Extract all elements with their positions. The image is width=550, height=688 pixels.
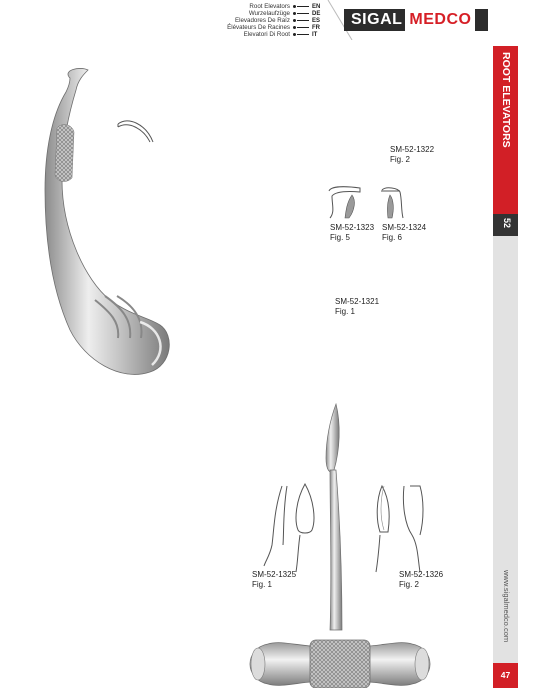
product-caption [335, 297, 379, 316]
tip-outline-fig2 [376, 486, 423, 572]
language-name: Wurzelaufzüge [248, 10, 290, 17]
product-caption [330, 223, 374, 242]
language-code: ES [312, 17, 321, 24]
language-name: Elevatori Di Root [243, 31, 290, 38]
product-fig: Fig. 2 [390, 154, 411, 164]
tip-detail-fig5 [329, 187, 360, 218]
logo-text-sigal: SIGAL [351, 11, 403, 28]
product-code: SM-52-1324 [382, 223, 427, 232]
tip-detail-fig2 [118, 121, 153, 142]
product-fig: Fig. 2 [399, 579, 420, 589]
curved-elevator-image [45, 68, 169, 374]
section-title: ROOT ELEVATORS [500, 52, 512, 148]
product-code: SM-52-1321 [335, 297, 380, 306]
language-code: EN [312, 3, 321, 10]
section-number: 52 [502, 218, 512, 229]
page-number: 47 [500, 670, 511, 680]
product-code: SM-52-1325 [252, 570, 297, 579]
product-fig: Fig. 1 [252, 579, 273, 589]
product-code: SM-52-1323 [330, 223, 375, 232]
product-fig: Fig. 5 [330, 232, 351, 242]
t-handle-elevator-image [250, 404, 430, 688]
language-code: DE [312, 10, 321, 17]
product-fig: Fig. 6 [382, 232, 403, 242]
product-caption [252, 570, 296, 589]
tip-outline-fig1 [264, 484, 314, 572]
language-code: IT [312, 31, 318, 38]
logo-text-medco: MEDCO [405, 9, 475, 31]
tip-detail-fig6 [381, 188, 403, 218]
language-name: Elevadores De Raíz [234, 17, 290, 24]
language-name: Root Elevators [249, 3, 290, 10]
website-url: www.sigalmedco.com [502, 570, 511, 643]
product-caption [399, 570, 443, 589]
product-code: SM-52-1326 [399, 570, 444, 579]
product-caption [382, 223, 426, 242]
language-code: FR [312, 24, 320, 31]
product-code: SM-52-1322 [390, 145, 435, 154]
product-fig: Fig. 1 [335, 306, 356, 316]
language-name: Élévateurs De Racines [227, 24, 290, 31]
product-caption [390, 145, 434, 164]
